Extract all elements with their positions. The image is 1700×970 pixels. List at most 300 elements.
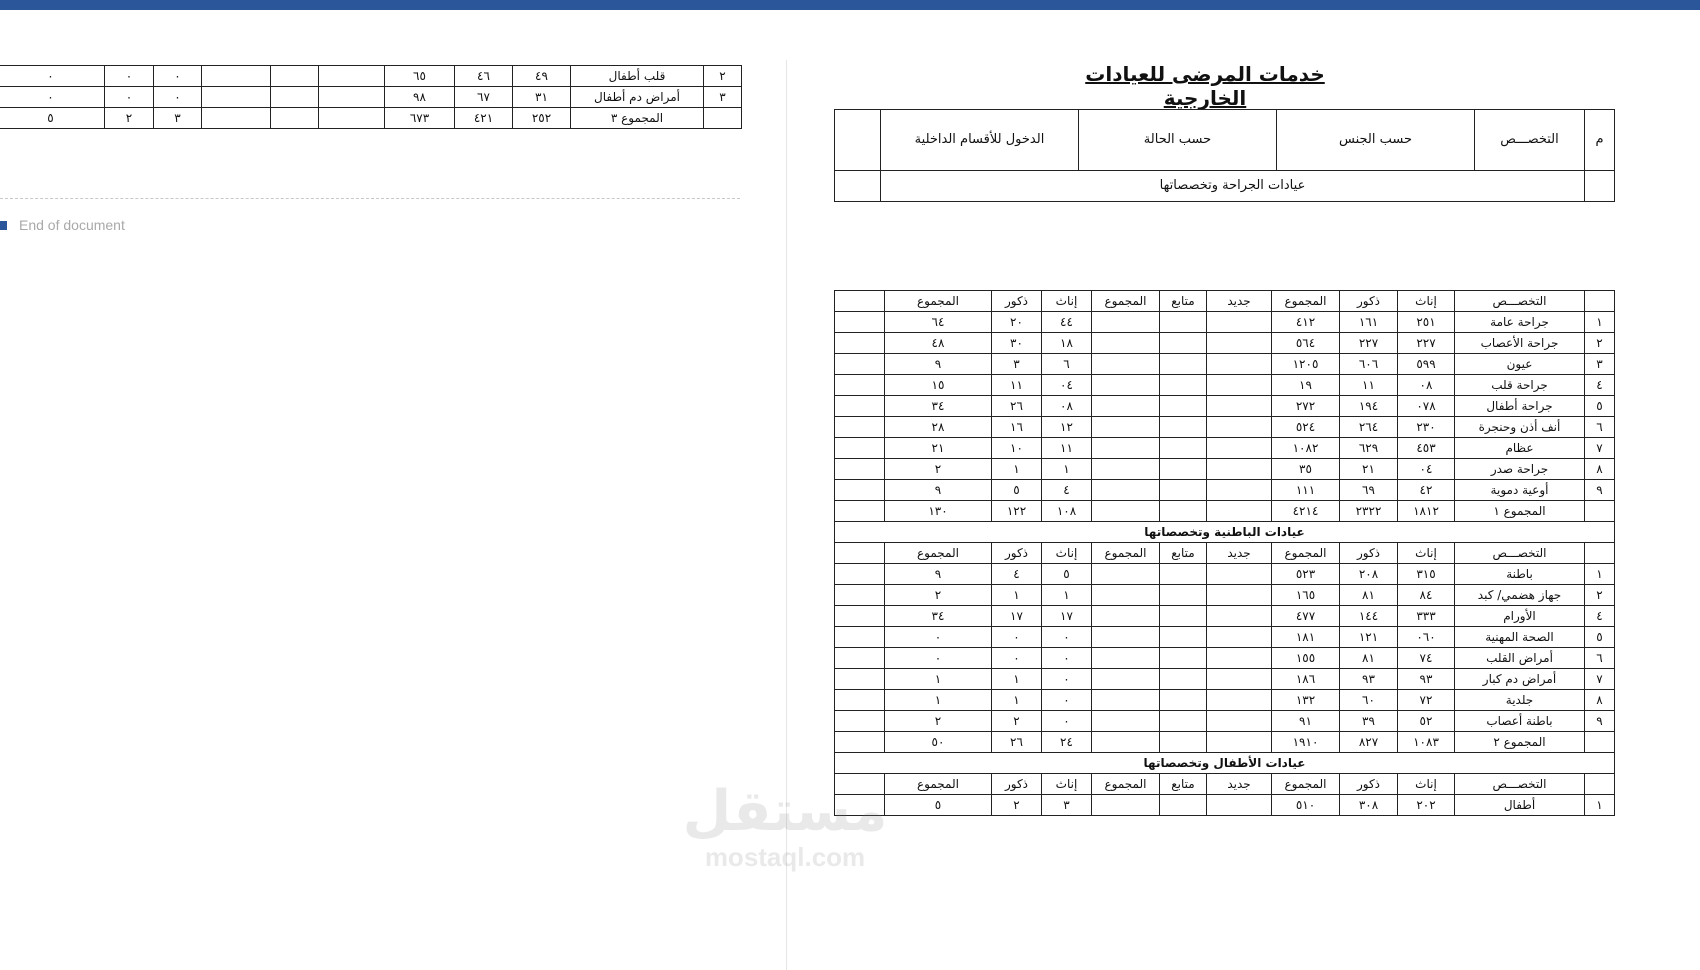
column-header-adm_total: المجموع xyxy=(885,774,992,795)
cell-adm_total: ٥ xyxy=(885,795,992,816)
header-by-status: حسب الحالة xyxy=(1079,110,1277,171)
cell-follow xyxy=(1160,732,1207,753)
cell-name: أمراض دم كبار xyxy=(1455,669,1585,690)
cell-f: ١٠٨٣ xyxy=(1398,732,1455,753)
cell-adm_f: ١٧ xyxy=(1042,606,1092,627)
cell-adm_m: ٢ xyxy=(992,711,1042,732)
cell-num: ٤ xyxy=(1585,606,1615,627)
overflow-cell xyxy=(835,396,885,417)
cell-adm_f: ٠ xyxy=(154,66,202,87)
column-header-adm_f: إناث xyxy=(1042,774,1092,795)
cell-adm_f: ٠ xyxy=(1042,711,1092,732)
cell-f: ٢٣٠ xyxy=(1398,417,1455,438)
data-table xyxy=(834,290,1615,816)
column-header-name: التخصـــص xyxy=(1455,543,1585,564)
cell-num: ٢ xyxy=(1585,585,1615,606)
table-row xyxy=(0,66,742,87)
cell-f: ٤٥٣ xyxy=(1398,438,1455,459)
cell-adm_total: ٩ xyxy=(885,564,992,585)
overflow-cell xyxy=(835,459,885,480)
cell-num: ٨ xyxy=(1585,459,1615,480)
column-header-follow: متابع xyxy=(1160,291,1207,312)
section-title-row xyxy=(835,753,1615,774)
cell-adm_f: ٢٤ xyxy=(1042,732,1092,753)
cell-adm_m: ٢٦ xyxy=(992,396,1042,417)
cell-follow xyxy=(1160,627,1207,648)
cell-adm_total: ٦٤ xyxy=(885,312,992,333)
cell-adm_m: ٥ xyxy=(992,480,1042,501)
cell-adm_m: ١٦ xyxy=(992,417,1042,438)
column-header-name: التخصـــص xyxy=(1455,774,1585,795)
cell-follow xyxy=(1160,648,1207,669)
cell-follow xyxy=(271,108,319,129)
cell-adm_m: ١ xyxy=(992,585,1042,606)
cell-m: ١٦١ xyxy=(1340,312,1398,333)
window-top-bar xyxy=(0,0,1700,10)
cell-follow xyxy=(1160,564,1207,585)
overflow-cell xyxy=(835,732,885,753)
cell-adm_total: ٠ xyxy=(885,627,992,648)
cell-adm_m: ٢ xyxy=(992,795,1042,816)
cell-adm_total: ٢ xyxy=(885,711,992,732)
cell-num: ١ xyxy=(1585,795,1615,816)
overflow-cell xyxy=(835,690,885,711)
cell-adm_f: ١ xyxy=(1042,585,1092,606)
cell-follow xyxy=(271,87,319,108)
overflow-cell xyxy=(835,375,885,396)
cell-adm_total: ٠ xyxy=(885,648,992,669)
cell-total2 xyxy=(1092,501,1160,522)
cell-adm_f: ١ xyxy=(1042,459,1092,480)
overflow-cell xyxy=(835,417,885,438)
cell-total2 xyxy=(1092,606,1160,627)
cell-total2 xyxy=(1092,375,1160,396)
cell-adm_f: ٣ xyxy=(154,108,202,129)
cell-num: ١ xyxy=(1585,312,1615,333)
table-row xyxy=(835,648,1615,669)
cell-num: ٤ xyxy=(1585,375,1615,396)
column-header-adm_f: إناث xyxy=(1042,291,1092,312)
column-header-total: المجموع xyxy=(1272,291,1340,312)
cell-name: أوعية دموية xyxy=(1455,480,1585,501)
cell-num: ٩ xyxy=(1585,480,1615,501)
overflow-cell xyxy=(835,585,885,606)
cell-num: ٢ xyxy=(704,66,742,87)
cell-new xyxy=(1207,354,1272,375)
cell-name: باطنة xyxy=(1455,564,1585,585)
column-header-num xyxy=(1585,774,1615,795)
column-header-adm_m: ذكور xyxy=(992,291,1042,312)
section-title: عيادات الأطفال وتخصصاتها xyxy=(835,753,1615,774)
cell-adm_total: ٩ xyxy=(885,480,992,501)
cell-adm_f: ٠ xyxy=(1042,690,1092,711)
cell-total: ١٢٠٥ xyxy=(1272,354,1340,375)
cell-adm_f: ٠٨ xyxy=(1042,396,1092,417)
cell-num: ٢ xyxy=(1585,333,1615,354)
cell-adm_m: ١٠ xyxy=(992,438,1042,459)
cell-f: ٧٤ xyxy=(1398,648,1455,669)
cell-follow xyxy=(1160,480,1207,501)
cell-f: ٠٦٠ xyxy=(1398,627,1455,648)
cell-total2 xyxy=(1092,648,1160,669)
table-row xyxy=(835,396,1615,417)
table-row xyxy=(835,690,1615,711)
cell-m: ١١ xyxy=(1340,375,1398,396)
cell-f: ٢٢٧ xyxy=(1398,333,1455,354)
cell-adm_f: ٠ xyxy=(1042,627,1092,648)
page-break-line xyxy=(0,198,740,199)
cell-num: ٦ xyxy=(1585,417,1615,438)
cell-follow xyxy=(1160,585,1207,606)
cell-m: ٤٢١ xyxy=(455,108,513,129)
cell-num: ١ xyxy=(1585,564,1615,585)
cell-f: ٥٢ xyxy=(1398,711,1455,732)
table-row xyxy=(835,501,1615,522)
column-header-total2: المجموع xyxy=(1092,774,1160,795)
document-title: خدمات المرضى للعيادات الخارجية xyxy=(1085,62,1325,110)
cell-adm_m: ٤ xyxy=(992,564,1042,585)
cell-name: أطفال xyxy=(1455,795,1585,816)
cell-adm_f: ٣ xyxy=(1042,795,1092,816)
cell-f: ٣٣٣ xyxy=(1398,606,1455,627)
cell-total: ٢٧٢ xyxy=(1272,396,1340,417)
table-row xyxy=(835,354,1615,375)
column-header-num xyxy=(1585,291,1615,312)
cell-new xyxy=(1207,480,1272,501)
cell-m: ٨١ xyxy=(1340,648,1398,669)
cell-name: المجموع ٢ xyxy=(1455,732,1585,753)
cell-adm_f: ٦ xyxy=(1042,354,1092,375)
cell-f: ٢٥٢ xyxy=(513,108,571,129)
cell-total: ٥١٠ xyxy=(1272,795,1340,816)
cell-adm_m: ٠ xyxy=(992,627,1042,648)
table-row xyxy=(835,480,1615,501)
cell-m: ٨٢٧ xyxy=(1340,732,1398,753)
column-header-name: التخصـــص xyxy=(1455,291,1585,312)
section-title-row xyxy=(835,522,1615,543)
cell-new xyxy=(319,108,385,129)
cell-total2 xyxy=(1092,669,1160,690)
table-row xyxy=(835,606,1615,627)
cell-adm_m: ١ xyxy=(992,690,1042,711)
column-header-total: المجموع xyxy=(1272,774,1340,795)
overflow-cell xyxy=(835,648,885,669)
cell-new xyxy=(1207,375,1272,396)
cell-total2 xyxy=(1092,732,1160,753)
cell-f: ٠٨ xyxy=(1398,375,1455,396)
overflow-cell xyxy=(835,669,885,690)
cell-adm_m: ٢٦ xyxy=(992,732,1042,753)
cell-total2 xyxy=(1092,438,1160,459)
cell-adm_total: ٢٨ xyxy=(885,417,992,438)
cell-adm_f: ٥ xyxy=(1042,564,1092,585)
cell-new xyxy=(1207,333,1272,354)
cell-m: ١٢١ xyxy=(1340,627,1398,648)
column-header-f: إناث xyxy=(1398,774,1455,795)
cell-adm_f: ١٠٨ xyxy=(1042,501,1092,522)
table-row xyxy=(835,417,1615,438)
cell-total: ٤١٢ xyxy=(1272,312,1340,333)
cell-total: ١٣٢ xyxy=(1272,690,1340,711)
cell-total: ١١١ xyxy=(1272,480,1340,501)
cell-m: ١٩٤ xyxy=(1340,396,1398,417)
cell-name: جراحة صدر xyxy=(1455,459,1585,480)
column-header-adm_m: ذكور xyxy=(992,774,1042,795)
cell-adm_total: ١ xyxy=(885,690,992,711)
cell-follow xyxy=(1160,333,1207,354)
overflow-cell xyxy=(835,354,885,375)
table-row xyxy=(0,108,742,129)
cell-new xyxy=(1207,585,1272,606)
table-row xyxy=(835,732,1615,753)
cell-adm_total: ٤٨ xyxy=(885,333,992,354)
cell-adm_m: ١ xyxy=(992,669,1042,690)
cell-total2 xyxy=(202,108,271,129)
cell-adm_m: ١١ xyxy=(992,375,1042,396)
cell-new xyxy=(1207,648,1272,669)
cell-name: أمراض القلب xyxy=(1455,648,1585,669)
cell-adm_total: ١٥ xyxy=(885,375,992,396)
cell-new xyxy=(1207,312,1272,333)
cell-follow xyxy=(1160,438,1207,459)
table-row xyxy=(0,87,742,108)
column-header-f: إناث xyxy=(1398,543,1455,564)
cell-adm_m: ٣٠ xyxy=(992,333,1042,354)
table-row xyxy=(835,459,1615,480)
header-extra xyxy=(835,110,881,171)
cell-total2 xyxy=(1092,354,1160,375)
overflow-cell xyxy=(835,333,885,354)
cell-f: ٩٣ xyxy=(1398,669,1455,690)
cell-follow xyxy=(1160,459,1207,480)
cell-m: ٦٠٦ xyxy=(1340,354,1398,375)
cell-m: ٢٠٨ xyxy=(1340,564,1398,585)
column-header-follow: متابع xyxy=(1160,774,1207,795)
cell-new xyxy=(1207,606,1272,627)
page-previous xyxy=(0,10,786,970)
cell-total: ٦٧٣ xyxy=(385,108,455,129)
column-header-row xyxy=(835,291,1615,312)
cell-follow xyxy=(1160,606,1207,627)
cell-f: ٢٥١ xyxy=(1398,312,1455,333)
overflow-cell xyxy=(835,564,885,585)
table-row xyxy=(835,711,1615,732)
overflow-cell xyxy=(835,711,885,732)
cell-adm_f: ٠ xyxy=(1042,648,1092,669)
cell-follow xyxy=(1160,711,1207,732)
header-row xyxy=(835,110,1615,171)
cell-name: المجموع ١ xyxy=(1455,501,1585,522)
paragraph-mark-icon xyxy=(0,221,7,230)
section-extra-cell xyxy=(835,171,881,202)
column-header-new: جديد xyxy=(1207,291,1272,312)
cell-follow xyxy=(1160,396,1207,417)
cell-adm_total: ٩ xyxy=(885,354,992,375)
column-header-follow: متابع xyxy=(1160,543,1207,564)
cell-num: ٦ xyxy=(1585,648,1615,669)
overflow-cell xyxy=(835,543,885,564)
cell-total2 xyxy=(1092,417,1160,438)
cell-m: ٦٧ xyxy=(455,87,513,108)
cell-total: ١٠٨٢ xyxy=(1272,438,1340,459)
cell-total: ١٨١ xyxy=(1272,627,1340,648)
cell-total: ١٥٥ xyxy=(1272,648,1340,669)
cell-total: ٦٥ xyxy=(385,66,455,87)
column-header-adm_total: المجموع xyxy=(885,543,992,564)
cell-adm_total: ٢١ xyxy=(885,438,992,459)
cell-f: ١٨١٢ xyxy=(1398,501,1455,522)
cell-total: ١٩١٠ xyxy=(1272,732,1340,753)
table-row xyxy=(835,585,1615,606)
cell-new xyxy=(1207,732,1272,753)
column-header-adm_total: المجموع xyxy=(885,291,992,312)
cell-follow xyxy=(1160,375,1207,396)
column-header-row xyxy=(835,774,1615,795)
cell-adm_total: ٣٤ xyxy=(885,396,992,417)
cell-adm_total: ٣٤ xyxy=(885,606,992,627)
cell-m: ٤٦ xyxy=(455,66,513,87)
cell-adm_m: ١٧ xyxy=(992,606,1042,627)
cell-total: ٤٧٧ xyxy=(1272,606,1340,627)
column-header-m: ذكور xyxy=(1340,291,1398,312)
cell-total2 xyxy=(1092,312,1160,333)
cell-num: ٥ xyxy=(1585,396,1615,417)
cell-adm_total: ٠ xyxy=(0,87,105,108)
overflow-cell xyxy=(835,480,885,501)
cell-new xyxy=(1207,417,1272,438)
cell-f: ٣١ xyxy=(513,87,571,108)
cell-num: ٧ xyxy=(1585,669,1615,690)
cell-adm_f: ١٨ xyxy=(1042,333,1092,354)
end-of-document xyxy=(0,217,125,233)
cell-num: ٣ xyxy=(704,87,742,108)
cell-total2 xyxy=(202,66,271,87)
cell-num xyxy=(1585,501,1615,522)
overflow-cell xyxy=(835,774,885,795)
cell-total2 xyxy=(1092,480,1160,501)
cell-f: ٥٩٩ xyxy=(1398,354,1455,375)
cell-total2 xyxy=(1092,627,1160,648)
overflow-cell xyxy=(835,438,885,459)
cell-adm_m: ٠ xyxy=(105,87,154,108)
cell-f: ٠٧٨ xyxy=(1398,396,1455,417)
cell-follow xyxy=(1160,669,1207,690)
cell-num: ٥ xyxy=(1585,627,1615,648)
header-by-gender: حسب الجنس xyxy=(1277,110,1475,171)
cell-m: ٢٣٢٢ xyxy=(1340,501,1398,522)
cell-new xyxy=(1207,501,1272,522)
column-header-m: ذكور xyxy=(1340,774,1398,795)
column-header-total2: المجموع xyxy=(1092,291,1160,312)
cell-adm_f: ٠ xyxy=(1042,669,1092,690)
overflow-cell xyxy=(835,291,885,312)
table-row xyxy=(835,375,1615,396)
cell-adm_m: ٢ xyxy=(105,108,154,129)
cell-m: ٣٩ xyxy=(1340,711,1398,732)
section-row xyxy=(835,171,1615,202)
cell-follow xyxy=(1160,354,1207,375)
cell-adm_m: ٣ xyxy=(992,354,1042,375)
cell-total2 xyxy=(1092,795,1160,816)
cell-name: جراحة الأعصاب xyxy=(1455,333,1585,354)
cell-new xyxy=(1207,564,1272,585)
cell-name: جراحة أطفال xyxy=(1455,396,1585,417)
cell-name: جراحة عامة xyxy=(1455,312,1585,333)
cell-total: ٥٢٣ xyxy=(1272,564,1340,585)
cell-new xyxy=(1207,690,1272,711)
cell-total2 xyxy=(1092,585,1160,606)
cell-total2 xyxy=(1092,396,1160,417)
cell-name: جهاز هضمي/ كبد xyxy=(1455,585,1585,606)
cell-name: الأورام xyxy=(1455,606,1585,627)
header-admission: الدخول للأقسام الداخلية xyxy=(881,110,1079,171)
column-header-total: المجموع xyxy=(1272,543,1340,564)
cell-follow xyxy=(1160,417,1207,438)
cell-total2 xyxy=(1092,333,1160,354)
cell-m: ١٤٤ xyxy=(1340,606,1398,627)
cell-adm_f: ٤ xyxy=(1042,480,1092,501)
table-row xyxy=(835,438,1615,459)
cell-adm_m: ١٢٢ xyxy=(992,501,1042,522)
cell-name: عظام xyxy=(1455,438,1585,459)
cell-total: ١٨٦ xyxy=(1272,669,1340,690)
column-header-new: جديد xyxy=(1207,774,1272,795)
cell-adm_total: ٢ xyxy=(885,459,992,480)
table-row xyxy=(835,564,1615,585)
cell-adm_f: ٠ xyxy=(154,87,202,108)
cell-name: عيون xyxy=(1455,354,1585,375)
cell-total2 xyxy=(1092,564,1160,585)
cell-name: الصحة المهنية xyxy=(1455,627,1585,648)
cell-f: ٨٤ xyxy=(1398,585,1455,606)
table-row xyxy=(835,669,1615,690)
cell-total: ٩١ xyxy=(1272,711,1340,732)
cell-new xyxy=(319,66,385,87)
cell-m: ٣٠٨ xyxy=(1340,795,1398,816)
cell-new xyxy=(1207,711,1272,732)
cell-adm_f: ٠٤ xyxy=(1042,375,1092,396)
cell-total: ١٩ xyxy=(1272,375,1340,396)
cell-name: باطنة أعصاب xyxy=(1455,711,1585,732)
cell-total2 xyxy=(1092,459,1160,480)
cell-num: ٩ xyxy=(1585,711,1615,732)
cell-follow xyxy=(1160,690,1207,711)
cell-adm_f: ١٢ xyxy=(1042,417,1092,438)
table-row xyxy=(835,333,1615,354)
cell-total: ٤٢١٤ xyxy=(1272,501,1340,522)
cell-new xyxy=(1207,438,1272,459)
overflow-cell xyxy=(835,606,885,627)
end-of-document-label: End of document xyxy=(19,217,125,233)
cell-m: ٩٣ xyxy=(1340,669,1398,690)
table-row xyxy=(835,312,1615,333)
cell-new xyxy=(1207,396,1272,417)
overflow-cell xyxy=(835,501,885,522)
cell-num xyxy=(1585,732,1615,753)
cell-adm_total: ٥٠ xyxy=(885,732,992,753)
table-row xyxy=(835,627,1615,648)
cell-follow xyxy=(1160,795,1207,816)
column-header-f: إناث xyxy=(1398,291,1455,312)
header-num: م xyxy=(1585,110,1615,171)
cell-f: ٤٩ xyxy=(513,66,571,87)
cell-total: ١٦٥ xyxy=(1272,585,1340,606)
header-table xyxy=(834,109,1615,202)
cell-new xyxy=(1207,795,1272,816)
cell-total2 xyxy=(202,87,271,108)
cell-total: ٣٥ xyxy=(1272,459,1340,480)
column-header-total2: المجموع xyxy=(1092,543,1160,564)
